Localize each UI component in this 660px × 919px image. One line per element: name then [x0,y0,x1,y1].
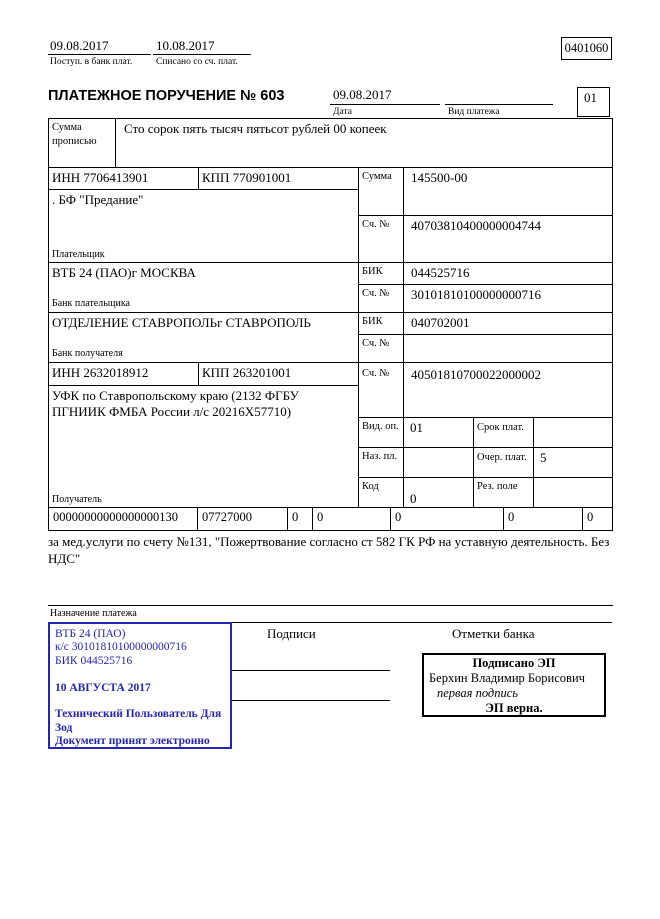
stamp-line: 10 АВГУСТА 2017 [55,681,151,694]
table-border [48,262,613,263]
tax-field-basis: 0 [292,510,299,524]
payer-bank-name: ВТБ 24 (ПАО)г МОСКВА [52,265,196,280]
table-border [473,417,474,507]
payer-bank-account-label: Сч. № [362,288,390,299]
tax-field-period: 0 [317,510,324,524]
document-title: ПЛАТЕЖНОЕ ПОРУЧЕНИЕ № 603 [48,88,285,104]
payee-label: Получатель [52,494,102,505]
table-border [358,417,612,418]
table-border [48,167,613,168]
tax-field-date: 0 [508,510,515,524]
table-border [612,118,613,531]
table-border [197,507,198,530]
table-border [48,530,613,531]
amount-value: 145500-00 [411,170,468,185]
payer-label: Плательщик [52,249,105,260]
payment-purpose-text: за мед.услуги по счету №131, "Пожертвование согласно ст 582 ГК РФ на уставную деятельность. Без НДС" [48,534,610,566]
payee-bank-account-label: Сч. № [362,338,390,349]
payee-bank-name: ОТДЕЛЕНИЕ СТАВРОПОЛЬг СТАВРОПОЛЬ [52,315,311,330]
received-date-underline [48,54,151,55]
payee-inn: ИНН 2632018912 [52,365,149,380]
table-border [358,284,612,285]
table-border [403,167,404,507]
bank-marks-title: Отметки банка [452,626,535,641]
payer-account: 40703810400000004744 [411,218,541,233]
payee-name: УФК по Ставропольскому краю (2132 ФГБУ ПГНИИК ФМБА России л/с 20216X57710) [52,388,299,419]
payee-account: 40501810700022000002 [411,367,541,382]
signature-line [232,670,390,671]
payee-bank-bik-label: БИК [362,316,383,327]
form-code-box: 0401060 [561,37,612,60]
table-border [358,167,359,507]
amount-label: Сумма [362,171,392,182]
reserve-field-label: Рез. поле [477,481,518,492]
received-date: 09.08.2017 [50,38,109,53]
payment-type-underline [445,104,553,105]
table-border [503,507,504,530]
table-border [358,447,612,448]
electronic-signature-box [422,653,606,717]
stamp-line: Технический Пользователь Для [55,708,222,721]
table-border [533,417,534,507]
payment-purpose-label: Назначение платежа [50,608,137,619]
stamp-line: ВТБ 24 (ПАО) [55,628,126,640]
stamp-line [55,695,225,708]
table-border [48,312,613,313]
payment-order-value: 5 [540,450,547,465]
amount-words-label-1: Сумма [52,122,82,133]
signer-name: Берхин Владимир Борисович [429,671,585,685]
table-border [48,118,49,531]
table-border [198,167,199,189]
purpose-code-label: Наз. пл. [362,451,398,462]
tax-field-kbk: 00000000000000000130 [53,510,178,524]
ep-valid-label: ЭП верна. [485,701,543,715]
table-border [48,118,613,119]
payee-account-label: Сч. № [362,368,390,379]
payment-order-label: Очер. плат. [477,452,527,463]
table-border [48,189,358,190]
table-border [358,334,612,335]
payer-bank-label: Банк плательщика [52,298,130,309]
payment-term-label: Срок плат. [477,422,524,433]
payer-kpp: КПП 770901001 [202,170,292,185]
payer-bank-bik-label: БИК [362,266,383,277]
stamp-line: БИК 044525716 [55,654,133,667]
payer-bank-bik: 044525716 [411,265,470,280]
table-border [582,507,583,530]
document-date-label: Дата [333,107,352,117]
payee-bank-bik: 040702001 [411,315,470,330]
received-date-label: Поступ. в банк плат. [50,57,133,67]
stamp-line [55,668,225,681]
stamp-line: Документ принят электронно [55,735,210,748]
stamp-line: к/с 30101810100000000716 [55,641,187,654]
op-type-label: Вид. оп. [362,421,399,432]
table-border [287,507,288,530]
code-value: 0 [410,491,417,506]
table-border [48,385,358,386]
op-type-value: 01 [410,420,423,435]
signatures-title: Подписи [267,626,316,641]
table-border [358,215,612,216]
signed-ep-label: Подписано ЭП [472,656,556,670]
table-border [358,477,612,478]
stamp-line: Зод [55,721,73,734]
tax-field-type: 0 [587,510,594,524]
tax-field-number: 0 [395,510,402,524]
payer-inn: ИНН 7706413901 [52,170,149,185]
table-border [48,507,613,508]
document-date-underline [330,104,440,105]
table-border [48,362,613,363]
amount-in-words: Сто сорок пять тысяч пятьсот рублей 00 копеек [124,121,387,136]
code-label: Код [362,481,379,492]
payer-bank-account: 30101810100000000716 [411,287,541,302]
table-border [115,118,116,167]
debited-date-label: Списано со сч. плат. [156,57,238,67]
first-signature-label: первая подпись [437,686,518,700]
tax-field-oktmo: 07727000 [202,510,252,524]
debited-date-underline [153,54,251,55]
purpose-underline [48,605,613,606]
payee-bank-label: Банк получателя [52,348,123,359]
table-border [198,362,199,385]
table-border [390,507,391,530]
signatures-top-border [232,622,612,623]
status-code-box: 01 [577,87,610,117]
signature-line [232,700,390,701]
bank-stamp [48,622,232,749]
payer-name: . БФ "Предание" [52,192,144,207]
debited-date: 10.08.2017 [156,38,215,53]
document-date: 09.08.2017 [333,87,392,102]
table-border [312,507,313,530]
payer-account-label: Сч. № [362,219,390,230]
payee-kpp: КПП 263201001 [202,365,292,380]
amount-words-label-2: прописью [52,136,97,147]
payment-type-label: Вид платежа [448,107,500,117]
